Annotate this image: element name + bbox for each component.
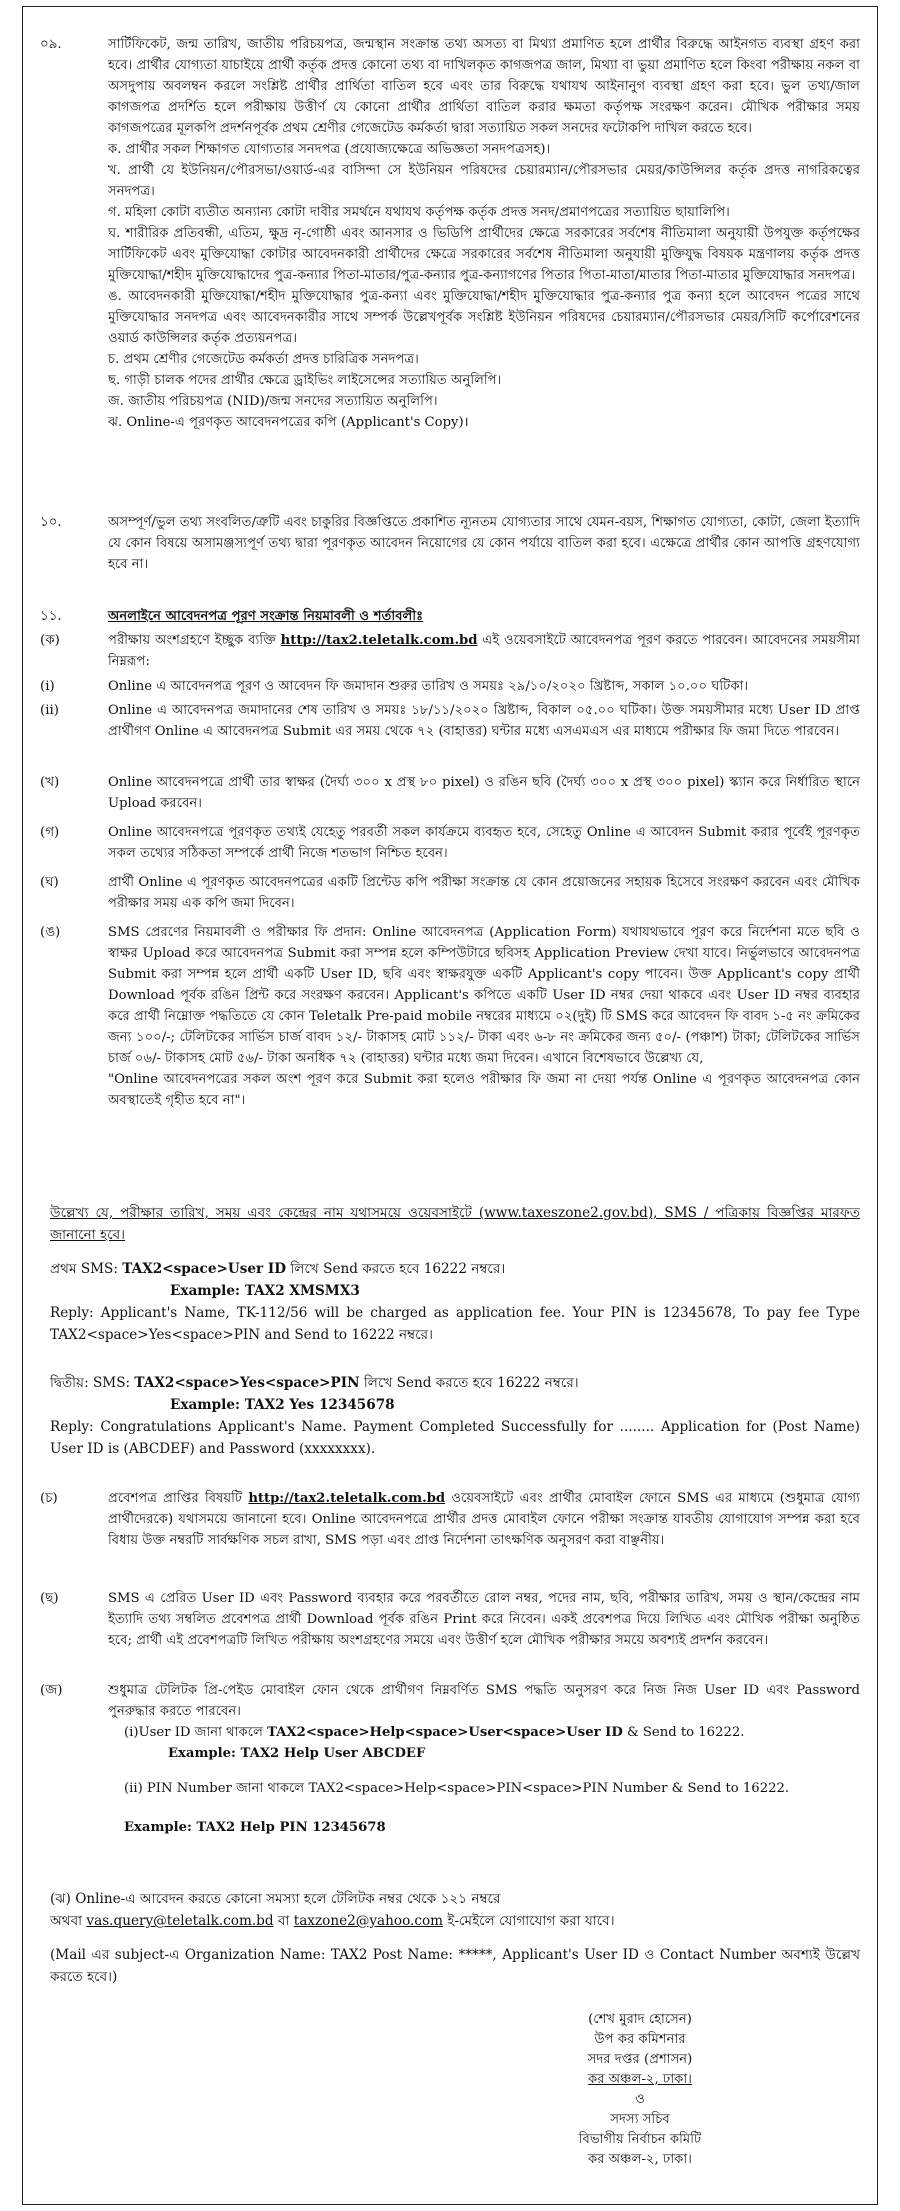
item-ja-ii-example	[108, 1817, 860, 1838]
item-gha-text: প্রার্থী Online এ পূরণকৃত আবেদনপত্রের একটি প্রিন্টেড কপি পরীক্ষা সংক্রান্ত যে কোন প্রয়োজনের সহায়ক হিসেবে সংরক্ষণ করবেন এবং মৌখিক পরীক্ষার সময় এক কপি জমা দিবেন।	[108, 875, 860, 911]
sms-second-example	[50, 1394, 860, 1416]
item-ja-ii	[108, 1778, 860, 1799]
item-ja-i-pre: (i)User ID জানা থাকলে	[124, 1725, 263, 1740]
section-10-text: অসম্পূর্ণ/ভুল তথ্য সংবলিত/ত্রুটি এবং চাকুরির বিজ্ঞপ্তিতে প্রকাশিত ন্যূনতম যোগ্যতার সাথে যেমন-বয়স, শিক্ষাগত যোগ্যতা, কোটা, জেলা ইত্যাদি যে কোন বিষয়ে অসামঞ্জস্যপূর্ণ তথ্য দ্বারা পূরণকৃত আবেদন নিয়োগের যে কোন পর্যায়ে বাতিল করা হবে। এক্ষেত্রে প্রার্থীর কোন আপত্তি গ্রহণযোগ্য হবে না।	[108, 515, 860, 572]
item-cha	[108, 1588, 860, 1651]
signatory-name: (শেখ মুরাদ হোসেন)	[588, 2012, 692, 2027]
item-i-label: (i)	[40, 679, 55, 694]
item-uma-label: (ঙ)	[40, 925, 61, 940]
notice	[50, 1202, 860, 1246]
contact-post: ই-মেইলে যোগাযোগ করা যাবে।	[447, 1913, 615, 1929]
item-ka	[108, 630, 860, 672]
item-uma-quote: "Online আবেদনপত্রের সকল অংশ পূরণ করে Submit করা হলেও পরীক্ষার ফি জমা না দেয়া পর্যন্ত Online এ পূরণকৃত আবেদনপত্র কোন অবস্থাতেই গৃহীত হবে না"।	[108, 1072, 860, 1108]
item-ga	[108, 822, 860, 864]
sms-first-rest: লিখে Send করতে হবে 16222 নম্বরে।	[290, 1261, 506, 1277]
sms-second-example-label: Example:	[170, 1397, 240, 1413]
item-ja-i-example-label: Example:	[168, 1746, 236, 1761]
section-11-number: ১১.	[40, 609, 62, 624]
sms-first-example	[50, 1280, 860, 1302]
item-ja-i	[108, 1722, 860, 1743]
item-ja-i-post: & Send to 16222.	[626, 1725, 745, 1740]
section-09-item-gha: ঘ. শারীরিক প্রতিবন্ধী, এতিম, ক্ষুদ্র নৃ-গোষ্ঠী এবং আনসার ও ভিডিপি প্রার্থীদের ক্ষেত্রে সরকারের সর্বশেষ নীতিমালা অনুযায়ী উপযুক্ত কর্তৃপক্ষের সার্টিফিকেট এবং মুক্তিযোদ্ধা কোটার আবেদনকারী প্রার্থীদের ক্ষেত্রে সরকারের সর্বশেষ নীতিমালা অনুযায়ী মুক্তিযুদ্ধ বিষয়ক মন্ত্রণালয় কর্তৃক প্রদত্ত মুক্তিযোদ্ধা/শহীদ মুক্তিযোদ্ধাদের পুত্র-কন্যার পিতা-মাতার/পুত্র-কন্যার পুত্র-কন্যাগণের পিতার পিতা-মাতা/মাতার পিতা-মাতার মুক্তিযোদ্ধার সনদপত্র।	[108, 226, 860, 283]
sms-first	[50, 1258, 860, 1346]
section-09-paragraph: সার্টিফিকেট, জন্ম তারিখ, জাতীয় পরিচয়পত্র, জন্মস্থান সংক্রান্ত তথ্য অসত্য বা মিথ্যা প্রমাণিত হলে প্রার্থীর বিরুদ্ধে আইনগত ব্যবস্থা গ্রহণ করা হবে। প্রার্থীর যোগ্যতা যাচাইয়ে প্রার্থী কর্তৃক প্রদত্ত কোনো তথ্য বা দাখিলকৃত কাগজপত্র জাল, মিথ্যা বা ভুয়া প্রমাণিত হলে কিংবা পরীক্ষায় নকল বা অসদুপায় অবলম্বন করলে সংশ্লিষ্ট প্রার্থীর প্রার্থিতা বাতিল হবে এবং তার বিরুদ্ধে যথাযথ আইনানুগ ব্যবস্থা গ্রহণ করা হবে। ভুল তথ্য/জাল কাগজপত্র প্রদর্শিত হলে পরীক্ষায় উত্তীর্ণ যে কোনো প্রার্থীর প্রার্থিতা বাতিল করার ক্ষমতা কর্তৃপক্ষ সংরক্ষণ করেন। মৌখিক পরীক্ষার সময় কাগজপত্রের মূলকপি প্রদর্শনপূর্বক প্রথম শ্রেণীর গেজেটেড কর্মকর্তা দ্বারা সত্যায়িত সকল সনদের ফটোকপি দাখিল করতে হবে।	[108, 37, 860, 136]
item-ka-pre: পরীক্ষায় অংশগ্রহণে ইচ্ছুক ব্যক্তি	[108, 633, 276, 648]
item-ga-label: (গ)	[40, 825, 60, 840]
signatory-title-1: উপ কর কমিশনার	[594, 2032, 686, 2047]
item-uma	[108, 922, 860, 1111]
item-ii-label: (ii)	[40, 703, 60, 718]
signatory-title-5: বিভাগীয় নির্বাচন কমিটি	[578, 2132, 702, 2147]
sms-first-label: প্রথম SMS:	[50, 1261, 118, 1277]
item-ja-ii-command: TAX2<space>Help<space>PIN<space>PIN Number & Send to 16222.	[308, 1781, 790, 1796]
notice-text: উল্লেখ্য যে, পরীক্ষার তারিখ, সময় এবং কেন্দ্রের নাম যথাসময়ে ওয়েবসাইটে (www.taxeszone2.gov.bd), SMS / পত্রিকায় বিজ্ঞপ্তির মারফত জানানো হবে।	[50, 1205, 860, 1243]
contact-line-1	[50, 1888, 860, 1910]
item-ca-text	[108, 1488, 860, 1551]
section-11-heading	[108, 606, 860, 627]
item-ja-ii-example-value: TAX2 Help PIN 12345678	[196, 1820, 386, 1835]
item-ka-label: (ক)	[40, 633, 60, 648]
item-ca-post: ওয়েবসাইটে এবং প্রার্থীর মোবাইল ফোনে SMS এর মাধ্যমে (শুধুমাত্র যোগ্য প্রার্থীদেরকে) যথাসময়ে জানানো হবে। Online আবেদনপত্রে প্রার্থীর প্রদত্ত মোবাইল ফোনে পরীক্ষা সংক্রান্ত যাবতীয় যোগাযোগ সম্পন্ন করা হবে বিধায় উক্ত নম্বরটি সার্বক্ষণিক সচল রাখা, SMS পড়া এবং প্রাপ্ত নির্দেশনা তাৎক্ষণিক অনুসরণ করা বাঞ্ছনীয়।	[108, 1491, 860, 1548]
sms-first-line	[50, 1258, 860, 1280]
section-09-item-uma: ঙ. আবেদনকারী মুক্তিযোদ্ধা/শহীদ মুক্তিযোদ্ধার পুত্র-কন্যা এবং মুক্তিযোদ্ধা/শহীদ মুক্তিযোদ্ধার পুত্র-কন্যার পুত্র কন্যা হলে আবেদন পত্রের সাথে মুক্তিযোদ্ধার সনদপত্র এবং আবেদনকারীর সাথে সম্পর্ক উল্লেখপূর্বক সংশ্লিষ্ট ইউনিয়ন পরিষদের চেয়ারম্যান/পৌরসভার মেয়র/সিটি কর্পোরেশনের ওয়ার্ড কাউন্সিলর কর্তৃক প্রত্যয়নপত্র।	[108, 289, 860, 346]
item-kha-label: (খ)	[40, 775, 60, 790]
item-ga-text: Online আবেদনপত্রে পূরণকৃত তথ্যই যেহেতু পরবর্তী সকল কার্যক্রমে ব্যবহৃত হবে, সেহেতু Online এ আবেদন Submit করার পূর্বেই পূরণকৃত সকল তথ্যের সঠিকতা সম্পর্কে প্রার্থী নিজে শতভাগ নিশ্চিত হবেন।	[108, 825, 860, 861]
sms-first-command: TAX2<space>User ID	[122, 1261, 287, 1277]
sms-second-rest: লিখে Send করতে হবে 16222 নম্বরে।	[363, 1375, 579, 1391]
signatory-title-3: কর অঞ্চল-২, ঢাকা।	[588, 2072, 692, 2087]
section-11-heading-text: অনলাইনে আবেদনপত্র পূরণ সংক্রান্ত নিয়মাবলী ও শর্তাবলীঃ	[108, 609, 424, 624]
sms-second	[50, 1372, 860, 1460]
signatory-and: ও	[635, 2092, 645, 2107]
item-gha-label: (ঘ)	[40, 875, 59, 890]
item-ja	[108, 1680, 860, 1838]
item-ja-ii-pre: (ii) PIN Number জানা থাকলে	[124, 1781, 305, 1796]
item-cha-label: (ছ)	[40, 1591, 59, 1606]
item-ca	[108, 1488, 860, 1551]
signatory-title-4: সদস্য সচিব	[610, 2112, 670, 2127]
contact-mid: বা	[277, 1913, 290, 1929]
sms-first-reply: Reply: Applicant's Name, TK-112/56 will be charged as application fee. Your PIN is 12345678, To pay fee Type TAX2<space>Yes<space>PIN and Send to 16222 নম্বরে।	[50, 1305, 860, 1343]
section-09-item-cha: ছ. গাড়ী চালক পদের প্রার্থীর ক্ষেত্রে ড্রাইভিং লাইসেন্সের সত্যায়িত অনুলিপি।	[108, 373, 502, 388]
section-09-item-ka: ক. প্রার্থীর সকল শিক্ষাগত যোগ্যতার সনদপত্র (প্রযোজ্যক্ষেত্রে অভিজ্ঞতা সনদপত্রসহ)।	[108, 142, 551, 157]
section-09-item-ja: জ. জাতীয় পরিচয়পত্র (NID)/জন্ম সনদের সত্যায়িত অনুলিপি।	[108, 394, 438, 409]
item-kha	[108, 772, 860, 814]
item-cha-text: SMS এ প্রেরিত User ID এবং Password ব্যবহার করে পরবর্তীতে রোল নম্বর, পদের নাম, ছবি, পরীক্ষার তারিখ, সময় ও স্থান/কেন্দ্রের নাম ইত্যাদি তথ্য সম্বলিত প্রবেশপত্র প্রার্থী Download পূর্বক রঙিন Print করে নিবেন। একই প্রবেশপত্র দিয়ে লিখিত এবং মৌখিক পরীক্ষা অনুষ্ঠিত হবে; প্রার্থী এই প্রবেশপত্রটি লিখিত পরীক্ষায় অংশগ্রহণের সময়ে এবং উত্তীর্ণ হলে মৌখিক পরীক্ষার সময়ে অবশ্যই প্রদর্শন করবেন।	[108, 1591, 860, 1648]
item-i-text: Online এ আবেদনপত্র পূরণ ও আবেদন ফি জমাদান শুরুর তারিখ ও সময়ঃ ২৯/১০/২০২০ খ্রিষ্টাব্দ, সকাল ১০.০০ ঘটিকা।	[108, 679, 749, 694]
email-teletalk-link[interactable]: vas.query@teletalk.com.bd	[86, 1913, 274, 1929]
item-jha-text: Online-এ আবেদন করতে কোনো সমস্যা হলে টেলিটক নম্বর থেকে ১২১ নম্বরে	[75, 1891, 501, 1907]
item-ja-i-example	[108, 1743, 860, 1764]
section-10-number: ১০.	[40, 515, 62, 530]
email-taxzone-link[interactable]: taxzone2@yahoo.com	[293, 1913, 444, 1929]
item-ca-label: (চ)	[40, 1491, 58, 1506]
sms-second-example-value: TAX2 Yes 12345678	[244, 1397, 395, 1413]
contact-line-2	[50, 1910, 860, 1932]
item-jha-label: (ঝ)	[50, 1891, 71, 1907]
item-i	[108, 676, 860, 697]
item-ja-ii-example-label: Example:	[124, 1820, 192, 1835]
item-ja-label: (জ)	[40, 1683, 63, 1698]
sms-second-reply: Reply: Congratulations Applicant's Name. Payment Completed Successfully for ........ Application for (Post Name) User ID is (ABCDEF) and Password (xxxxxxxx).	[50, 1419, 860, 1457]
section-09-number: ০৯.	[40, 37, 62, 52]
signature-block	[500, 2010, 780, 2170]
item-ka-text	[108, 630, 860, 672]
section-09-item-ga: গ. মহিলা কোটা ব্যতীত অন্যান্য কোটা দাবীর সমর্থনে যথাযথ কর্তৃপক্ষ কর্তৃক প্রদত্ত সনদ/প্রমাণপত্রের সত্যায়িত ছায়ালিপি।	[108, 205, 730, 220]
sms-second-line	[50, 1372, 860, 1394]
item-ca-pre: প্রবেশপত্র প্রাপ্তির বিষয়টি	[108, 1491, 243, 1506]
registration-link[interactable]: http://tax2.teletalk.com.bd	[280, 633, 478, 648]
contact-or: অথবা	[50, 1913, 83, 1929]
sms-first-example-value: TAX2 XMSMX3	[244, 1283, 360, 1299]
item-ja-i-command: TAX2<space>Help<space>User<space>User ID	[267, 1725, 623, 1740]
contact-section	[50, 1888, 860, 1988]
sms-second-command: TAX2<space>Yes<space>PIN	[134, 1375, 360, 1391]
item-uma-text: SMS প্রেরণের নিয়মাবলী ও পরীক্ষার ফি প্রদান: Online আবেদনপত্র (Application Form) যথাযথভাবে পূরণ করে নির্দেশনা মতে ছবি ও স্বাক্ষর Upload করে আবেদনপত্র Submit করা সম্পন্ন হলে কম্পিউটারে ছবিসহ Application Preview দেখা যাবে। নির্ভুলভাবে আবেদনপত্র Submit করা সম্পন্ন হলে প্রার্থী একটি User ID, ছবি এবং স্বাক্ষরযুক্ত একটি Applicant's copy পাবেন। উক্ত Applicant's copy প্রার্থী Download পূর্বক রঙিন প্রিন্ট করে সংরক্ষণ করবেন। Applicant's কপিতে একটি User ID নম্বর দেয়া থাকবে এবং User ID নম্বর ব্যবহার করে প্রার্থী নিম্নোক্ত পদ্ধতিতে যে কোন Teletalk Pre-paid mobile নম্বরের মাধ্যমে ০২(দুই) টি SMS করে আবেদন ফি বাবদ ১-৫ নং ক্রমিকের জন্য ১০০/-; টেলিটকের সার্ভিস চার্জ বাবদ ১২/- টাকাসহ মোট ১১২/- টাকা এবং ৬-৮ নং ক্রমিকের জন্য ৫০/- (পঞ্চাশ) টাকা; টেলিটকের সার্ভিস চার্জ ০৬/- টাকাসহ মোট ৫৬/- টাকা অনধিক ৭২ (বাহাত্তর) ঘন্টার মধ্যে জমা দিবেন। এখানে বিশেষভাবে উল্লেখ্য যে,	[108, 925, 860, 1066]
item-ii	[108, 700, 860, 742]
signatory-title-6: কর অঞ্চল-২, ঢাকা।	[588, 2152, 692, 2167]
item-ka-post: এই ওয়েবসাইটে আবেদনপত্র পূরণ করতে পারবেন। আবেদনের সময়সীমা নিম্নরূপ:	[108, 633, 860, 669]
section-09	[108, 34, 860, 433]
section-09-item-kha: খ. প্রার্থী যে ইউনিয়ন/পৌরসভা/ওয়ার্ড-এর বাসিন্দা সে ইউনিয়ন পরিষদের চেয়ারম্যান/পৌরসভার মেয়র/কাউন্সিলর কর্তৃক প্রদত্ত নাগরিকত্বের সনদপত্র।	[108, 163, 860, 199]
sms-first-example-label: Example:	[170, 1283, 240, 1299]
item-ja-text: শুধুমাত্র টেলিটক প্রি-পেইড মোবাইল ফোন থেকে প্রার্থীগণ নিম্নবর্ণিত SMS পদ্ধতি অনুসরণ করে নিজ নিজ User ID এবং Password পুনরুদ্ধার করতে পারবেন।	[108, 1683, 860, 1719]
section-09-item-ca: চ. প্রথম শ্রেণীর গেজেটেড কর্মকর্তা প্রদত্ত চারিত্রিক সনদপত্র।	[108, 352, 419, 367]
admit-card-link[interactable]: http://tax2.teletalk.com.bd	[248, 1491, 446, 1506]
item-kha-text: Online আবেদনপত্রে প্রার্থী তার স্বাক্ষর (দৈর্ঘ্য ৩০০ x প্রস্থ ৮০ pixel) ও রঙিন ছবি (দৈর্ঘ্য ৩০০ x প্রস্থ ৩০০ pixel) স্ক্যান করে নির্ধারিত স্থানে Upload করবেন।	[108, 775, 860, 811]
mail-subject-note: (Mail এর subject-এ Organization Name: TAX2 Post Name: *****, Applicant's User ID ও Contact Number অবশ্যই উল্লেখ করতে হবে।)	[50, 1947, 860, 1985]
item-gha	[108, 872, 860, 914]
section-09-item-jha: ঝ. Online-এ পূরণকৃত আবেদনপত্রের কপি (Applicant's Copy)।	[108, 415, 469, 430]
item-ja-i-example-value: TAX2 Help User ABCDEF	[240, 1746, 426, 1761]
signatory-title-2: সদর দপ্তর (প্রশাসন)	[587, 2052, 693, 2067]
sms-second-label: দ্বিতীয়: SMS:	[50, 1375, 131, 1391]
section-10	[108, 512, 860, 575]
item-ii-text: Online এ আবেদনপত্র জমাদানের শেষ তারিখ ও সময়ঃ ১৮/১১/২০২০ খ্রিষ্টাব্দ, বিকাল ০৫.০০ ঘটিকা। উক্ত সময়সীমার মধ্যে User ID প্রাপ্ত প্রার্থীগণ Online এ আবেদনপত্র Submit এর সময় থেকে ৭২ (বাহাত্তর) ঘন্টার মধ্যে এসএমএস এর মাধ্যমে পরীক্ষার ফি জমা দিতে পারবেন।	[108, 703, 860, 739]
